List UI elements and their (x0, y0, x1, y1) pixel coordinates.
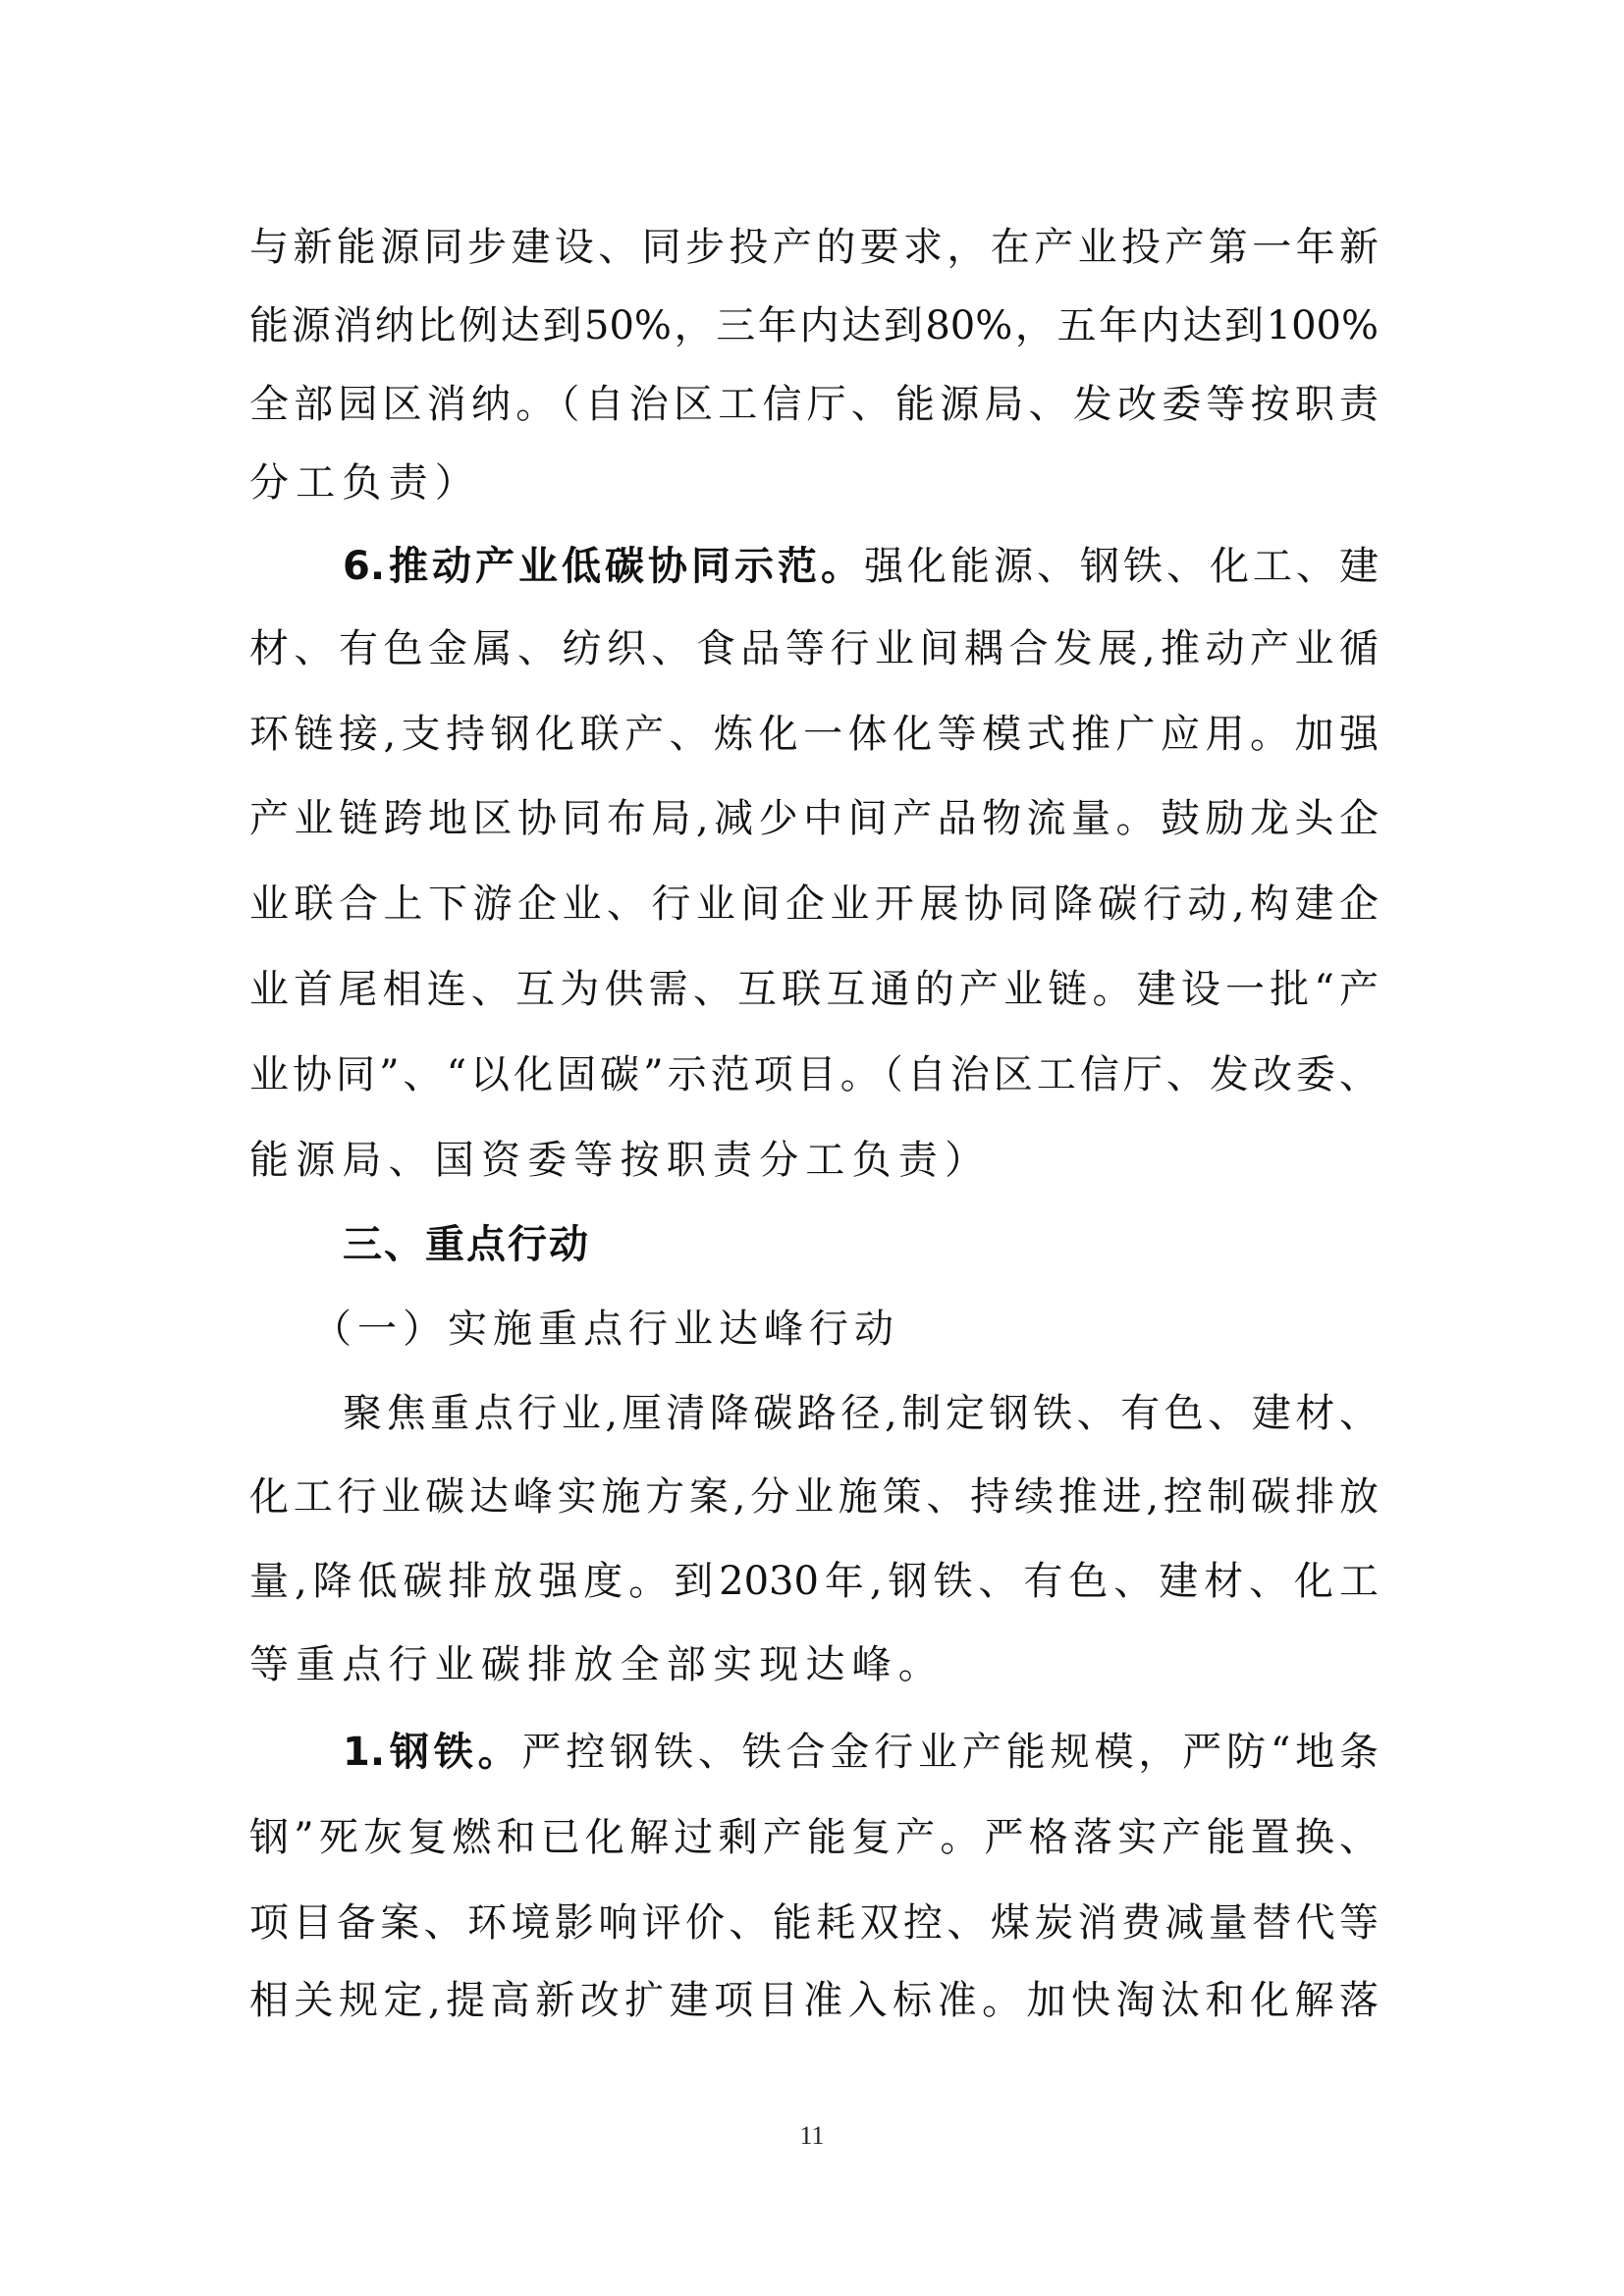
paragraph-line: 化工行业碳达峰实施方案,分业施策、持续推进,控制碳排放 (249, 1474, 1379, 1520)
paragraph-line: 全部园区消纳。（自治区工信厅、能源局、发改委等按职责 (249, 382, 1379, 427)
paragraph-line: 业首尾相连、互为供需、互联互通的产业链。建设一批“产 (249, 967, 1379, 1012)
paragraph-line: 量,降低碳排放强度。到2030年,钢铁、有色、建材、化工 (249, 1559, 1379, 1604)
item-6-text: 强化能源、钢铁、化工、建 (864, 544, 1380, 589)
page-number: 11 (799, 2121, 825, 2150)
item-1-title: 1.钢铁。 (343, 1730, 522, 1775)
paragraph-line: 材、有色金属、纺织、食品等行业间耦合发展,推动产业循 (249, 626, 1379, 671)
paragraph-line: 分工负责） (249, 460, 481, 506)
paragraph-line: 能源局、国资委等按职责分工负责） (249, 1138, 992, 1183)
paragraph-line: 项目备案、环境影响评价、能耗双控、煤炭消费减量替代等 (249, 1900, 1379, 1946)
item-6-line (343, 537, 1379, 596)
paragraph-line: 产业链跨地区协同布局,减少中间产品物流量。鼓励龙头企 (249, 796, 1379, 841)
item-6-title: 6.推动产业低碳协同示范。 (343, 544, 865, 589)
paragraph-line: 环链接,支持钢化联产、炼化一体化等模式推广应用。加强 (249, 712, 1379, 757)
paragraph-line: 等重点行业碳排放全部实现达峰。 (249, 1642, 945, 1687)
paragraph-line: 钢”死灰复燃和已化解过剩产能复产。严格落实产能置换、 (249, 1815, 1379, 1860)
paragraph-line: 能源消纳比例达到50%，三年内达到80%，五年内达到100% (249, 303, 1379, 348)
paragraph-line: 相关规定,提高新改扩建项目准入标准。加快淘汰和化解落 (249, 1978, 1379, 2023)
section-heading: 三、重点行动 (343, 1222, 590, 1267)
paragraph-line: 与新能源同步建设、同步投产的要求，在产业投产第一年新 (249, 225, 1379, 270)
item-1-text: 严控钢铁、铁合金行业产能规模，严防“地条 (521, 1730, 1379, 1775)
paragraph-line: 业联合上下游企业、行业间企业开展协同降碳行动,构建企 (249, 881, 1379, 927)
subsection-heading: （一）实施重点行业达峰行动 (312, 1307, 899, 1352)
paragraph-line: 业协同”、“以化固碳”示范项目。（自治区工信厅、发改委、 (249, 1052, 1379, 1097)
item-1-line (343, 1723, 1379, 1782)
paragraph-line: 聚焦重点行业,厘清降碳路径,制定钢铁、有色、建材、 (343, 1391, 1379, 1436)
